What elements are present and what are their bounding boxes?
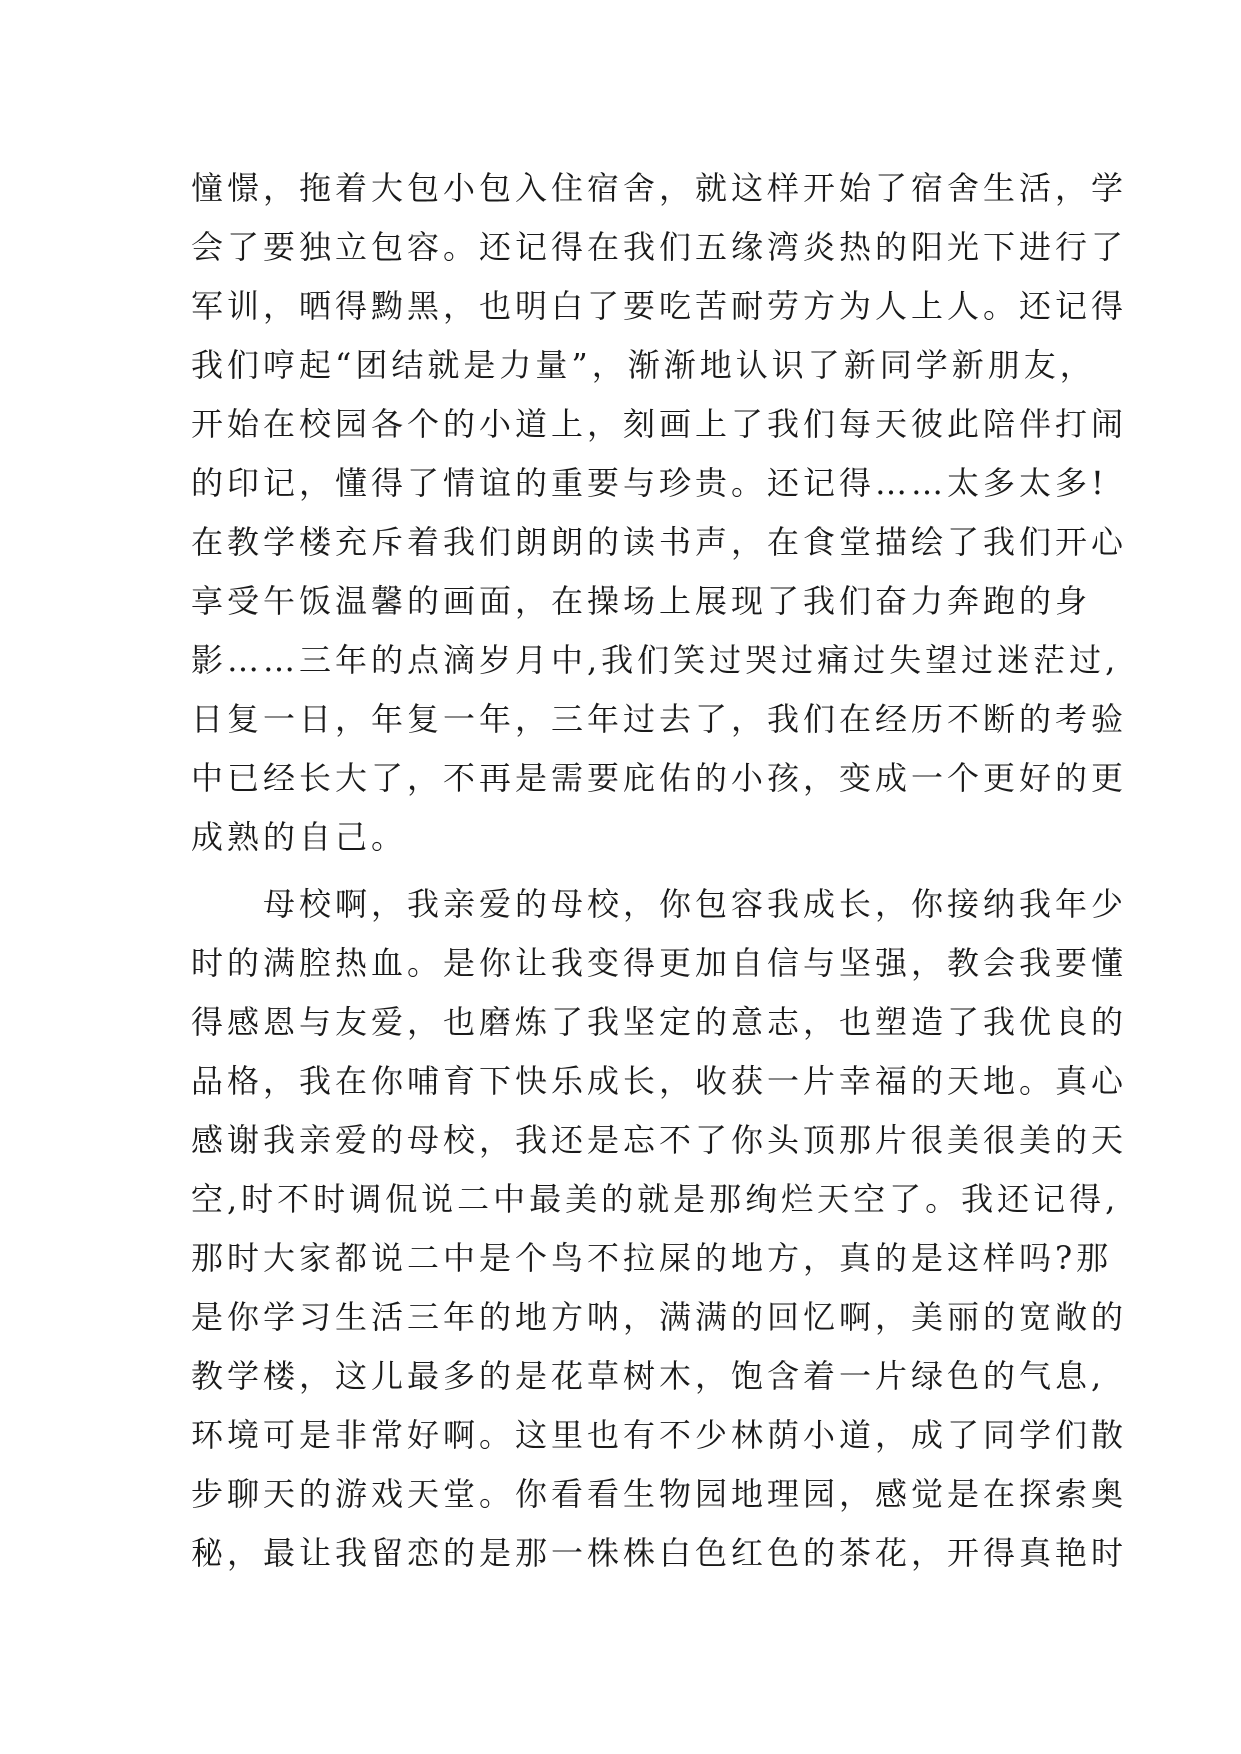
text-line: 感谢我亲爱的母校，我还是忘不了你头顶那片很美很美的天 bbox=[191, 1121, 1128, 1159]
text-line: 品格，我在你哺育下快乐成长，收获一片幸福的天地。真心 bbox=[191, 1062, 1128, 1100]
text-line: 母校啊，我亲爱的母校，你包容我成长，你接纳我年少 bbox=[191, 885, 1128, 923]
text-line: 中已经长大了，不再是需要庇佑的小孩，变成一个更好的更 bbox=[191, 759, 1128, 797]
text-line: 会了要独立包容。还记得在我们五缘湾炎热的阳光下进行了 bbox=[191, 228, 1128, 266]
text-line: 秘，最让我留恋的是那一株株白色红色的茶花，开得真艳时 bbox=[191, 1534, 1128, 1572]
text-line: 时的满腔热血。是你让我变得更加自信与坚强，教会我要懂 bbox=[191, 944, 1128, 982]
text-line: 享受午饭温馨的画面，在操场上展现了我们奋力奔跑的身 bbox=[191, 582, 1092, 620]
text-line: 日复一日，年复一年，三年过去了，我们在经历不断的考验 bbox=[191, 700, 1128, 738]
text-line: 我们哼起“团结就是力量”，渐渐地认识了新同学新朋友， bbox=[191, 346, 1096, 384]
text-line: 军训，晒得黝黑，也明白了要吃苦耐劳方为人上人。还记得 bbox=[191, 287, 1128, 325]
text-line: 开始在校园各个的小道上，刻画上了我们每天彼此陪伴打闹 bbox=[191, 405, 1128, 443]
text-line: 那时大家都说二中是个鸟不拉屎的地方，真的是这样吗?那 bbox=[191, 1239, 1113, 1277]
paragraph-spacer bbox=[191, 867, 1051, 875]
text-line: 步聊天的游戏天堂。你看看生物园地理园，感觉是在探索奥 bbox=[191, 1475, 1128, 1513]
text-line: 的印记，懂得了情谊的重要与珍贵。还记得……太多太多! bbox=[191, 464, 1108, 502]
text-line: 教学楼，这儿最多的是花草树木，饱含着一片绿色的气息, bbox=[191, 1357, 1106, 1395]
paragraph-2 bbox=[191, 875, 1128, 1583]
document-body bbox=[191, 159, 1128, 1583]
text-line: 是你学习生活三年的地方呐，满满的回忆啊，美丽的宽敞的 bbox=[191, 1298, 1128, 1336]
text-line: 成熟的自己。 bbox=[191, 818, 408, 856]
text-line: 得感恩与友爱，也磨炼了我坚定的意志，也塑造了我优良的 bbox=[191, 1003, 1128, 1041]
paragraph-1 bbox=[191, 159, 1128, 867]
text-line: 影……三年的点滴岁月中,我们笑过哭过痛过失望过迷茫过, bbox=[191, 641, 1120, 679]
text-line: 憧憬，拖着大包小包入住宿舍，就这样开始了宿舍生活，学 bbox=[191, 169, 1128, 207]
text-line: 在教学楼充斥着我们朗朗的读书声，在食堂描绘了我们开心 bbox=[191, 523, 1128, 561]
text-line: 空,时不时调侃说二中最美的就是那绚烂天空了。我还记得, bbox=[191, 1180, 1120, 1218]
text-line: 环境可是非常好啊。这里也有不少林荫小道，成了同学们散 bbox=[191, 1416, 1128, 1454]
